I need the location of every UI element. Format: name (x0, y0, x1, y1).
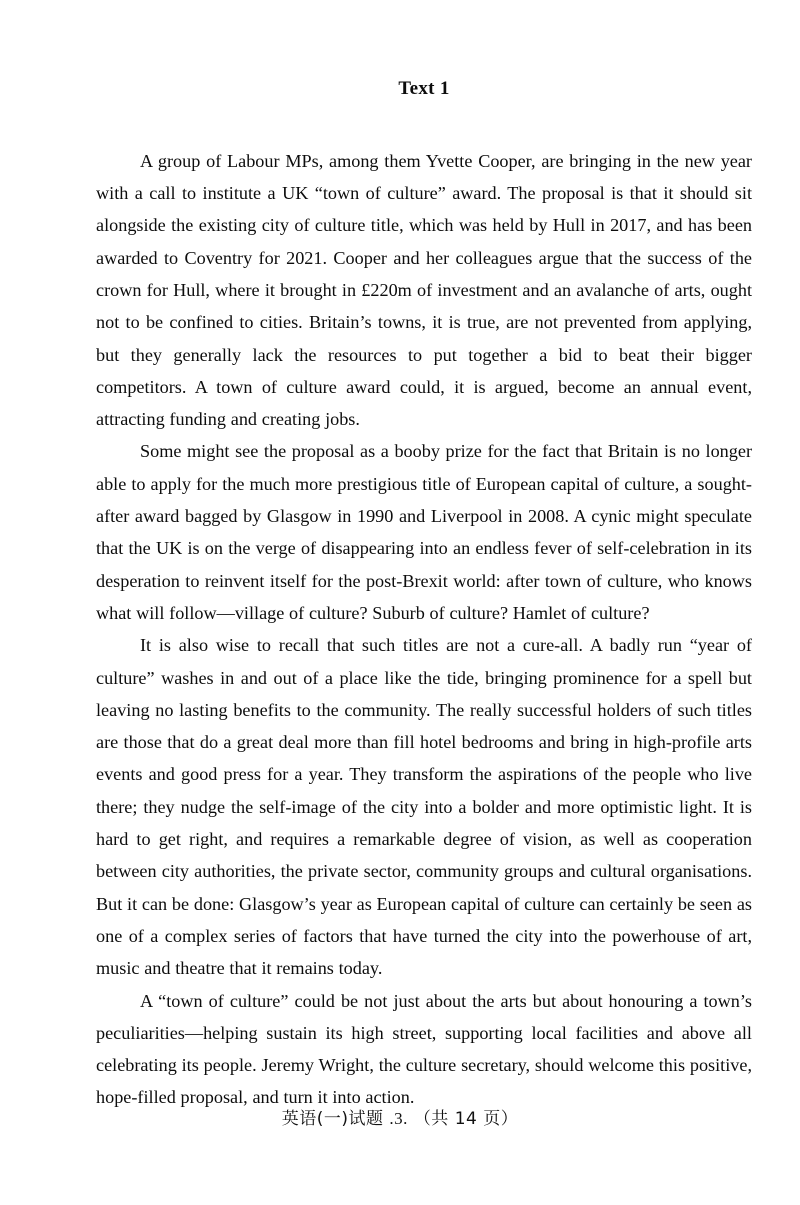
page-content (96, 78, 752, 1114)
page-footer (0, 1106, 800, 1132)
page-title: Text 1 (398, 78, 450, 99)
footer-total-pages: （共 14 页） (413, 1109, 519, 1129)
body-paragraph: It is also wise to recall that such titles are not a cure-all. A badly run “year of culture” washes in and out of a place like the tide, bringing prominence for a spell but leaving no lasting benefits to the community. The really successful holders of such titles are those that do a great deal more than fill hotel bedrooms and bring in high-profile arts events and good press for a year. They transform the aspirations of the people who live there; they nudge the self-image of the city into a bolder and more optimistic light. It is hard to get right, and requires a remarkable degree of vision, as well as cooperation between city authorities, the private sector, community groups and cultural organisations. But it can be done: Glasgow’s year as European capital of culture can certainly be seen as one of a complex series of factors that have turned the city into the powerhouse of art, music and theatre that it remains today. (96, 635, 752, 979)
footer-exam-label: 英语(一)试题 (281, 1109, 384, 1129)
footer-page-number: .3. (389, 1109, 408, 1128)
body-paragraph: A “town of culture” could be not just about the arts but about honouring a town’s peculiarities—helping sustain its high street, supporting local facilities and above all celebrating its people. Jeremy Wright, the culture secretary, should welcome this positive, hope-filled proposal, and turn it into action. (96, 990, 752, 1108)
body-paragraph: A group of Labour MPs, among them Yvette Cooper, are bringing in the new year with a call to institute a UK “town of culture” award. The proposal is that it should sit alongside the existing city of culture title, which was held by Hull in 2017, and has been awarded to Coventry for 2021. Cooper and her colleagues argue that the success of the crown for Hull, where it brought in £220m of investment and an avalanche of arts, ought not to be confined to cities. Britain’s towns, it is true, are not prevented from applying, but they generally lack the resources to put together a bid to beat their bigger competitors. A town of culture award could, it is argued, become an annual event, attracting funding and creating jobs. (96, 150, 752, 430)
body-paragraph: Some might see the proposal as a booby prize for the fact that Britain is no longer able to apply for the much more prestigious title of European capital of culture, a sought-after award bagged by Glasgow in 1990 and Liverpool in 2008. A cynic might speculate that the UK is on the verge of disappearing into an endless fever of self-celebration in its desperation to reinvent itself for the post-Brexit world: after town of culture, who knows what will follow—village of culture? Suburb of culture? Hamlet of culture? (96, 441, 752, 623)
